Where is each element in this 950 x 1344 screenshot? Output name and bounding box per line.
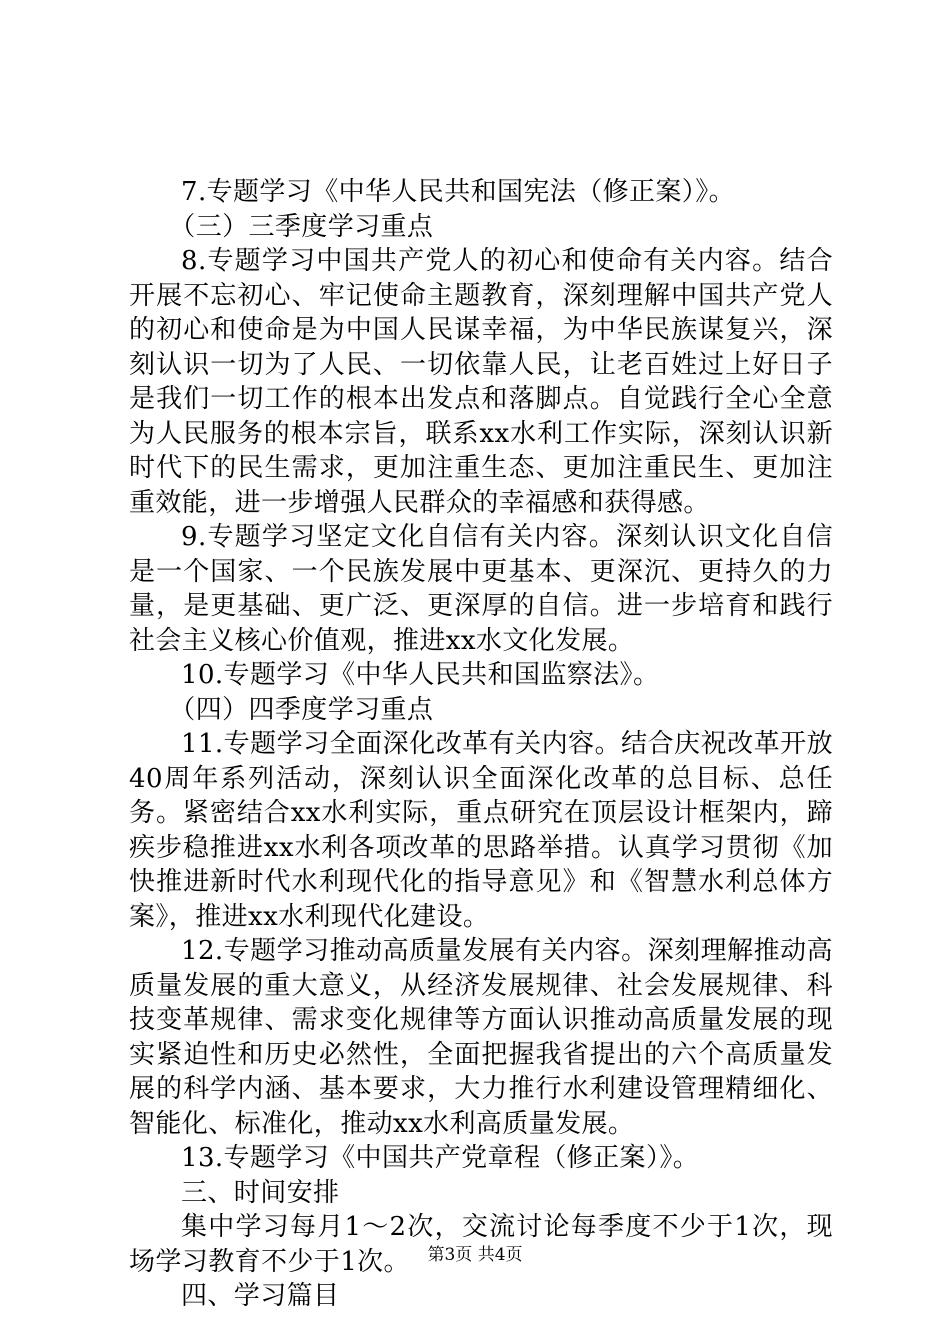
item-9-paragraph: 9.专题学习坚定文化自信有关内容。深刻认识文化自信是一个国家、一个民族发展中更基本、更深沉、更持久的力量，是更基础、更广泛、更深厚的自信。进一步培育和践行社会主义核心价值观，推进xx水文化发展。 [129,522,833,656]
item-12-paragraph: 12.专题学习推动高质量发展有关内容。深刻理解推动高质量发展的重大意义，从经济发展规律、社会发展规律、科技变革规律、需求变化规律等方面认识推动高质量发展的现实紧迫性和历史必然性，全面把握我省提出的六个高质量发展的科学内涵、基本要求，大力推行水利建设管理精细化、智能化、标准化，推动xx水利高质量发展。 [129,936,833,1139]
item-7-paragraph: 7.专题学习《中华人民共和国宪法（修正案）》。 [181,177,736,207]
schedule-paragraph: 集中学习每月1～2次，交流讨论每季度不少于1次，现场学习教育不少于1次。 [129,1212,833,1277]
document-body [129,175,833,1314]
reading-list-heading: 四、学习篇目 [181,1281,340,1311]
schedule-heading: 三、时间安排 [181,1177,340,1208]
item-11-paragraph: 11.专题学习全面深化改革有关内容。结合庆祝改革开放40周年系列活动，深刻认识全面深化改革的总目标、总任务。紧密结合xx水利实际，重点研究在顶层设计框架内，蹄疾步稳推进xx水利各项改革的思路举措。认真学习贯彻《加快推进新时代水利现代化的指导意见》和《智慧水利总体方案》，推进xx水利现代化建设。 [129,729,833,932]
item-10-paragraph: 10.专题学习《中华人民共和国监察法》。 [181,660,660,690]
section-q4-heading: （四）四季度学习重点 [169,694,434,725]
item-8-paragraph: 8.专题学习中国共产党人的初心和使命有关内容。结合开展不忘初心、牢记使命主题教育，深刻理解中国共产党人的初心和使命是为中国人民谋幸福，为中华民族谋复兴，深刻认识一切为了人民、一切依靠人民，让老百姓过上好日子是我们一切工作的根本出发点和落脚点。自觉践行全心全意为人民服务的根本宗旨，联系xx水利工作实际，深刻认识新时代下的民生需求，更加注重生态、更加注重民生、更加注重效能，进一步增强人民群众的幸福感和获得感。 [129,246,833,518]
section-q3-heading: （三）三季度学习重点 [169,211,434,242]
page-number-footer: 第3页 共4页 [427,1245,523,1265]
item-13-paragraph: 13.专题学习《中国共产党章程（修正案）》。 [181,1143,700,1173]
